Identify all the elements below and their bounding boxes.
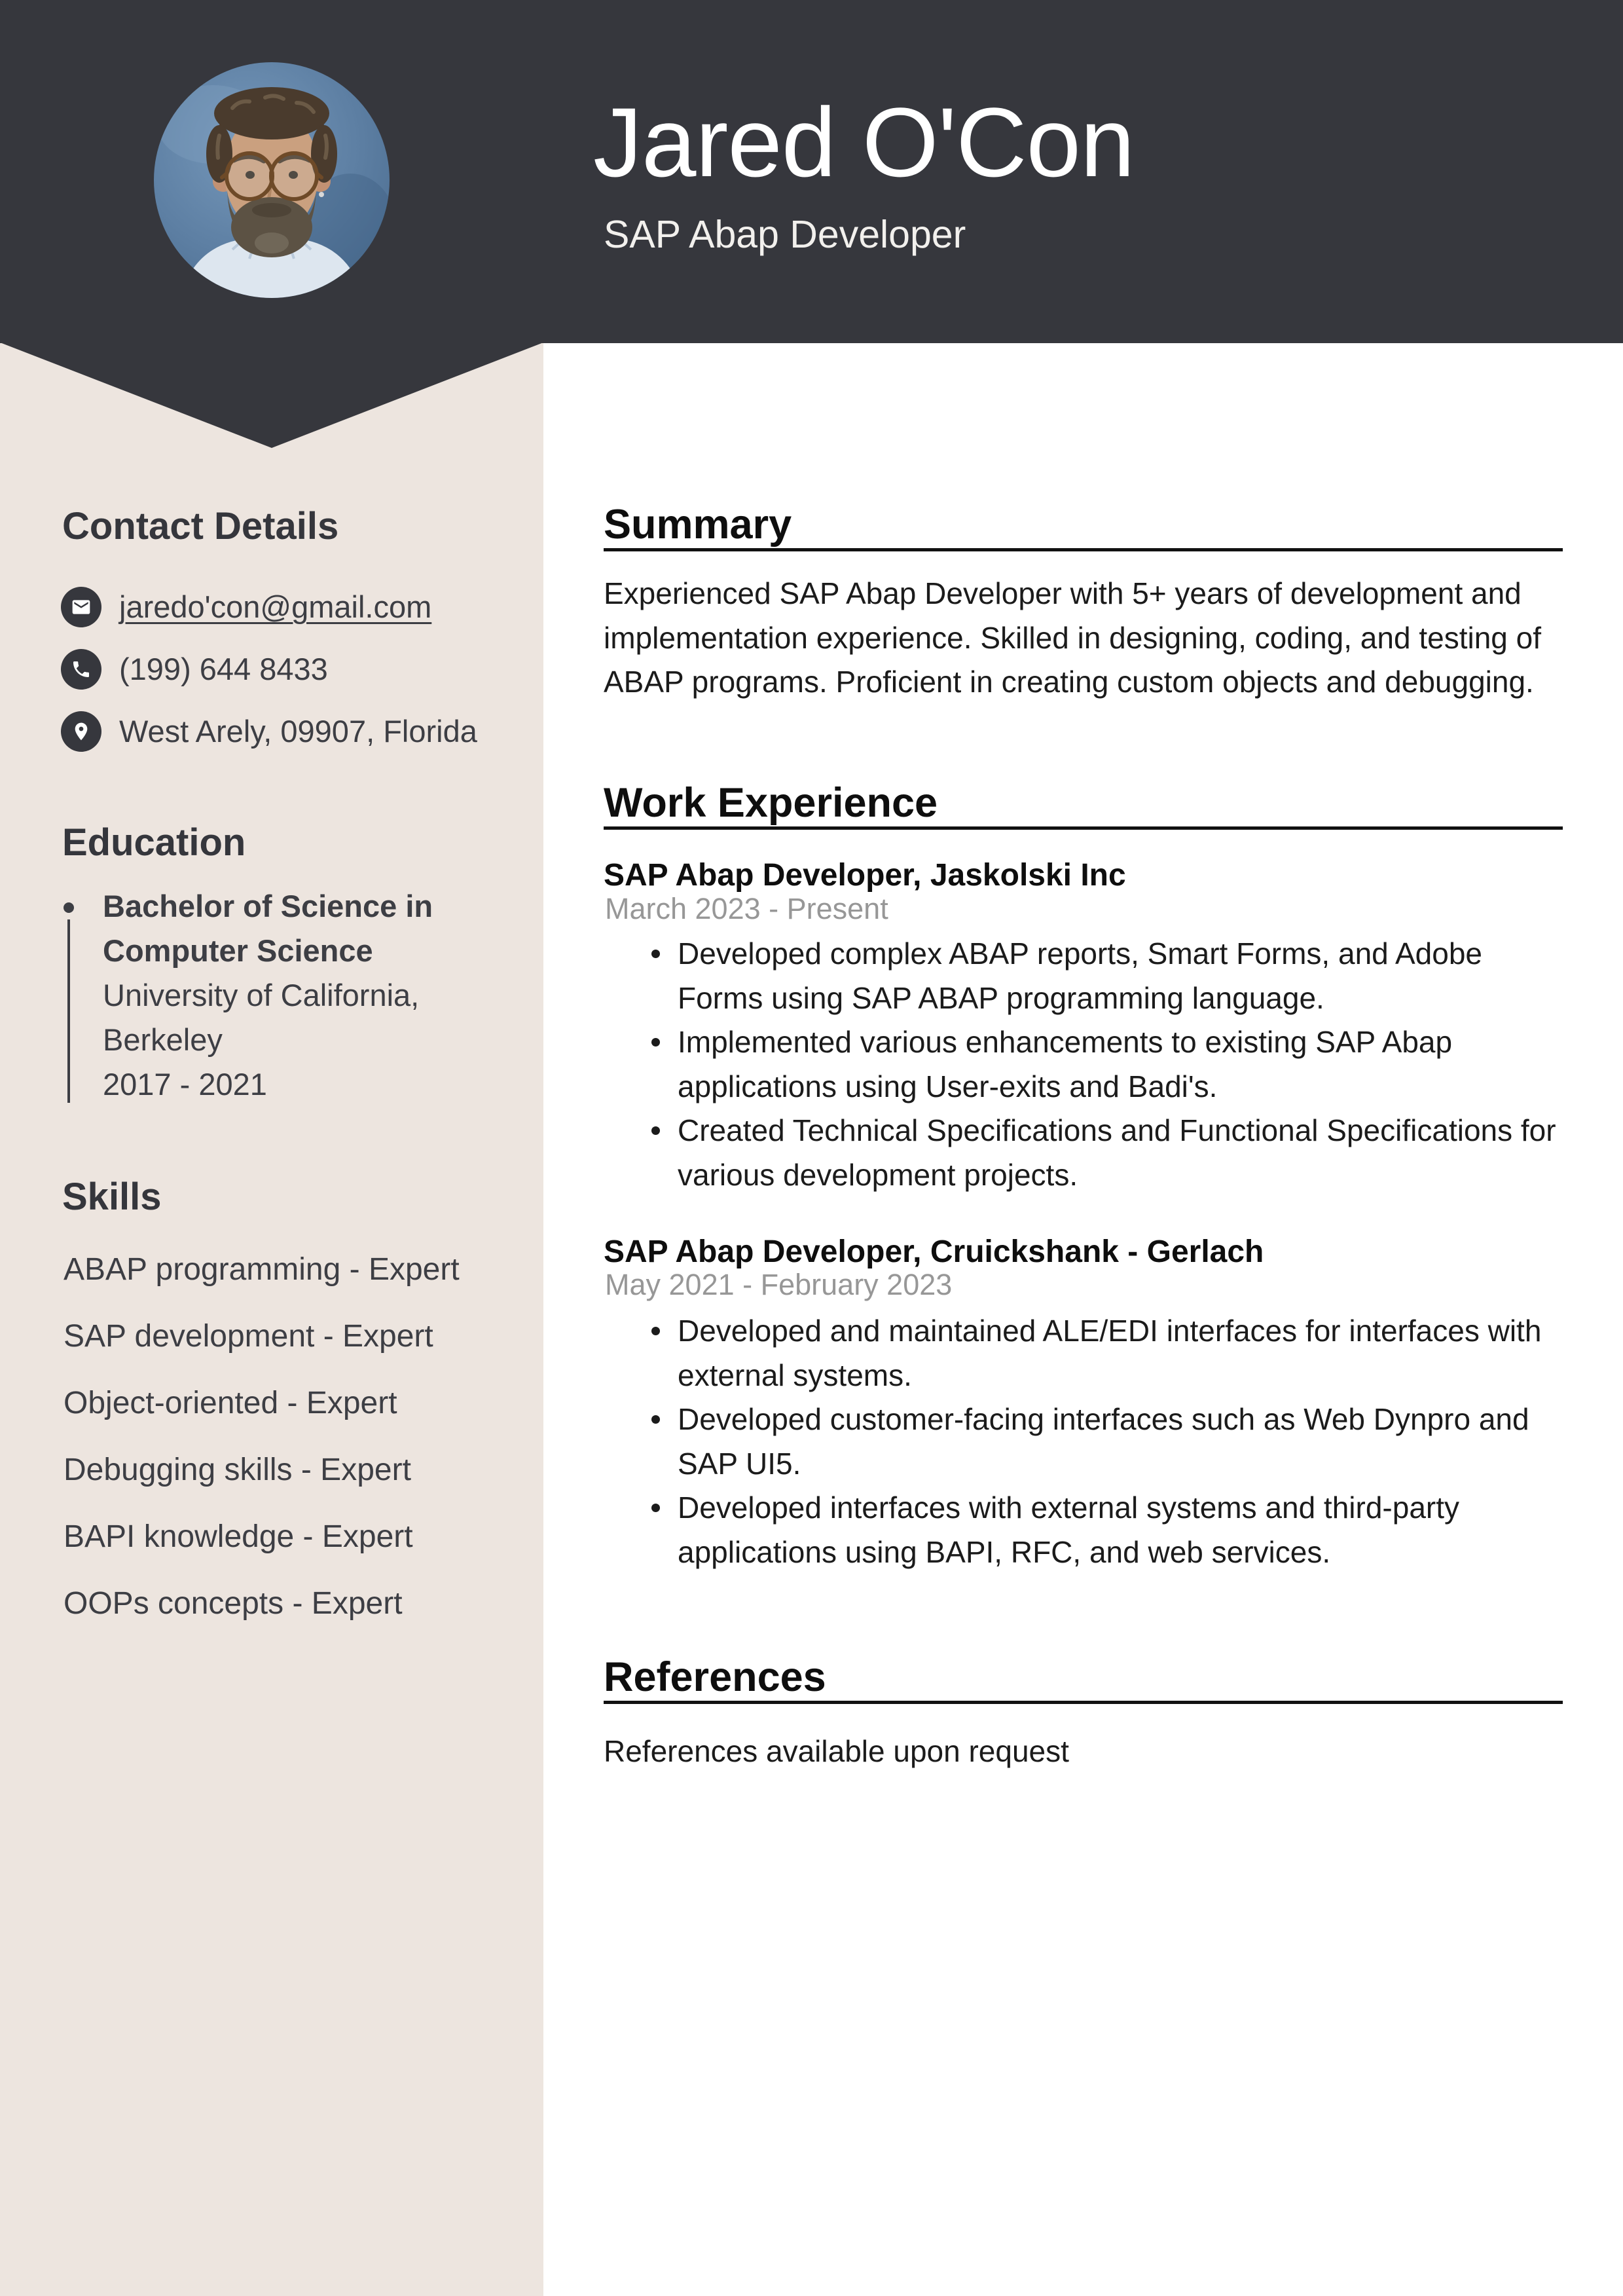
summary-line: ABAP programs. Proficient in creating custom objects and debugging. [604, 665, 1534, 699]
phone-number: (199) 644 8433 [119, 652, 328, 686]
bullet-item [678, 1398, 1541, 1486]
skills-list [64, 1236, 460, 1637]
job-bullet-list [604, 1309, 1541, 1574]
references-text: References available upon request [604, 1734, 1069, 1768]
contact-row-phone [61, 649, 328, 690]
timeline-dot [64, 902, 74, 913]
job-title: SAP Abap Developer, Jaskolski Inc [604, 858, 1126, 893]
bullet-line: Created Technical Specifications and Functional Specifications for [678, 1113, 1556, 1147]
skill-item: SAP development - Expert [64, 1319, 433, 1354]
bullet-line: applications using User-exits and Badi's. [678, 1069, 1218, 1103]
avatar [154, 62, 390, 298]
contact-row-email [61, 587, 431, 627]
references-rule [604, 1701, 1563, 1704]
summary-rule [604, 548, 1563, 551]
location-icon [61, 711, 101, 752]
timeline-line [67, 919, 70, 1103]
job-dates: March 2023 - Present [605, 892, 888, 925]
person-name: Jared O'Con [593, 87, 1135, 197]
bullet-line: various development projects. [678, 1157, 1078, 1192]
bullet-line: applications using BAPI, RFC, and web services. [678, 1534, 1331, 1569]
bullet-item [678, 1486, 1541, 1574]
school-lines [103, 973, 433, 1062]
bullet-line: Forms using SAP ABAP programming language. [678, 980, 1324, 1015]
education-heading: Education [62, 821, 246, 864]
references-heading: References [604, 1654, 826, 1700]
skill-item: OOPs concepts - Expert [64, 1586, 403, 1621]
bullet-line: SAP UI5. [678, 1446, 801, 1481]
degree-line: Computer Science [103, 933, 373, 968]
job-bullet-list [604, 932, 1556, 1197]
phone-icon [61, 649, 101, 690]
email-link[interactable]: jaredo'con@gmail.com [119, 589, 432, 624]
skill-item: Object-oriented - Expert [64, 1386, 397, 1420]
bullet-item [678, 932, 1556, 1020]
summary-line: Experienced SAP Abap Developer with 5+ years of development and [604, 576, 1522, 610]
job-dates: May 2021 - February 2023 [605, 1268, 953, 1301]
work-experience-heading: Work Experience [604, 780, 938, 826]
bullet-item [678, 1109, 1556, 1197]
skill-item: Debugging skills - Expert [64, 1453, 411, 1487]
bullet-item [678, 1020, 1556, 1109]
profile-photo-illustration [154, 62, 390, 298]
school-line: Berkeley [103, 1022, 223, 1057]
bullet-line: Implemented various enhancements to existing SAP Abap [678, 1025, 1453, 1059]
skills-heading: Skills [62, 1176, 162, 1218]
contact-row-location [61, 711, 477, 752]
bullet-line: Developed customer-facing interfaces such as Web Dynpro and [678, 1402, 1529, 1436]
bullet-line: Developed complex ABAP reports, Smart Forms, and Adobe [678, 936, 1482, 971]
bullet-line: external systems. [678, 1358, 912, 1392]
school-line: University of California, [103, 978, 420, 1012]
email-icon [61, 587, 101, 627]
contact-details-heading: Contact Details [62, 505, 339, 547]
bullet-line: Developed interfaces with external systems and third-party [678, 1491, 1460, 1525]
skill-item: ABAP programming - Expert [64, 1252, 460, 1287]
summary-line: implementation experience. Skilled in designing, coding, and testing of [604, 620, 1541, 655]
summary-paragraph [604, 572, 1541, 705]
location-text: West Arely, 09907, Florida [119, 714, 477, 749]
education-dates: 2017 - 2021 [103, 1067, 267, 1102]
skill-item: BAPI knowledge - Expert [64, 1519, 413, 1554]
job-subtitle: SAP Abap Developer [604, 213, 966, 256]
job-title: SAP Abap Developer, Cruickshank - Gerlach [604, 1234, 1264, 1269]
summary-heading: Summary [604, 502, 792, 547]
degree-lines [103, 884, 433, 973]
bullet-line: Developed and maintained ALE/EDI interfaces for interfaces with [678, 1314, 1542, 1348]
bullet-item [678, 1309, 1541, 1398]
education-entry [103, 884, 433, 1107]
work-experience-rule [604, 826, 1563, 830]
degree-line: Bachelor of Science in [103, 889, 433, 923]
